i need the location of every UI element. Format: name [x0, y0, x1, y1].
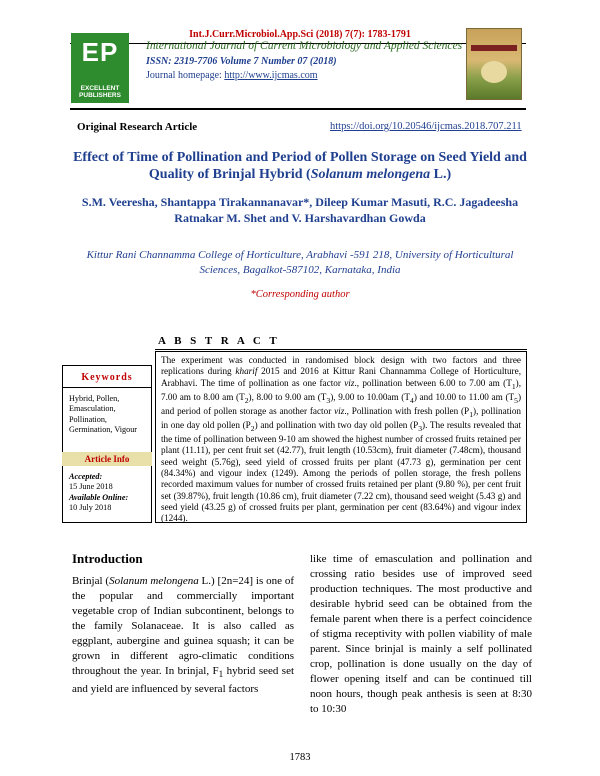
keywords-list: Hybrid, Pollen, Emasculation, Pollination, Germination, Vigour — [69, 394, 138, 434]
keywords-heading: Keywords — [81, 372, 133, 383]
paper-title: Effect of Time of Pollination and Period of Pollen Storage on Seed Yield and Quality of Brinjal Hybrid (Solanum melongena L.) — [73, 150, 527, 182]
affiliation: Kittur Rani Channamma College of Horticulture, Arabhavi -591 218, University of Horticultural Sciences, Bagalkot-587102, Karnataka, India — [86, 249, 514, 276]
page-number: 1783 — [289, 752, 311, 763]
journal-cover-image — [466, 28, 522, 100]
issn-volume: ISSN: 2319-7706 Volume 7 Number 07 (2018) — [146, 56, 337, 67]
article-dates: Accepted: 15 June 2018 Available Online: 10 July 2018 — [69, 472, 129, 512]
abstract-rule — [155, 349, 527, 350]
abstract-text: The experiment was conducted in randomised block design with two factors and three replications during kharif 2015 and 2016 at Kittur Rani Channamma College of Horticulture, Arabhavi. The time of pollination as one factor viz., pollination between 6.00 to 7.00 am $(T_1)$, 7.00 am to 8.00 am $(T_2)$, 8.00 to 9.00 am $(T_3)$, 9.00 to 10.00am $(T_4)$ and 10.00 to 11.00 am $(T_5)$ and period of pollen storage as another factor viz., Pollination with fresh pollen $(P_1)$, pollination in one day old pollen $(P_2)$ and pollination with two day old pollen $(P_3)$. The results revealed that the time of pollination between 9-10 am showed the highest number of crossed fruits retained per plant (11.11), per cent fruit set (42.77), fruit length (10.53cm), fruit diameter (7.48cm), thousand seed weight (5.76g), seed yield of crossed fruits per plant (47.73 g), germination per cent (84.34%) and vigour index (1249). Among the periods of pollen storage, the fresh pollens recorded maximum values for number of crossed fruits retained per plant (9.80 %), per cent fruit set (39.87%), fruit length (10.86 cm), fruit diameter (7.22 cm), thousand seed weight (5.43 g) and seed yield (43.25 g) of crossed fruits per plant, germination per cent (83.64%) and vigour index (1244). — [161, 355, 522, 524]
journal-homepage: Journal homepage: http://www.ijcmas.com — [146, 70, 318, 81]
doi-link[interactable]: https://doi.org/10.20546/ijcmas.2018.707.211 — [330, 121, 522, 132]
author-list — [70, 194, 530, 226]
intro-column-right: like time of emasculation and pollination and crossing ratio besides use of improved seed production techniques. The most productive and desirable hybrid seed can be obtained from the female parent when there is a perfect coincidence of stigma receptivity with pollen viability of male parent. Since brinjal is mainly a self pollinated crop, pollination is done usually on the day of flower opening itself and can be continued till noon hours, though peak anthesis is seen at 8:30 to 10:30 — [310, 553, 532, 715]
logo-letters: EP — [81, 37, 119, 67]
homepage-link[interactable]: http://www.ijcmas.com — [224, 70, 318, 81]
authors-line-1: S.M. Veeresha, Shantappa Tirakannanavar*, Dileep Kumar Masuti, R.C. Jagadeesha — [81, 195, 519, 209]
article-type: Original Research Article — [77, 121, 198, 133]
abstract-heading: A B S T R A C T — [158, 335, 280, 347]
corresponding-author-note: *Corresponding author — [250, 289, 350, 300]
journal-reference: Int.J.Curr.Microbiol.App.Sci (2018) 7(7): 1783-1791 — [189, 29, 411, 40]
authors-line-2: Ratnakar M. Shet and V. Harshavardhan Gowda — [174, 211, 426, 225]
introduction-heading: Introduction — [72, 551, 143, 566]
article-info-heading: Article Info — [62, 452, 152, 466]
excellent-publishers-logo — [71, 33, 129, 103]
header-bottom-rule — [70, 108, 526, 110]
journal-title: International Journal of Current Microbiology and Applied Sciences — [146, 40, 463, 52]
intro-column-left: Brinjal (Solanum melongena L.) [2n=24] is one of the popular and commercially important vegetable crop of Indian subcontinent, belongs to the family Solanaceae. It is also called as eggplant, aubergine and guinea squash; it can be grown in different agro-climatic conditions throughout the year. In brinjal, $F_1$ hybrid seed set and yield are influenced by several factors — [72, 575, 295, 696]
logo-caption: EXCELLENT PUBLISHERS — [79, 85, 121, 99]
